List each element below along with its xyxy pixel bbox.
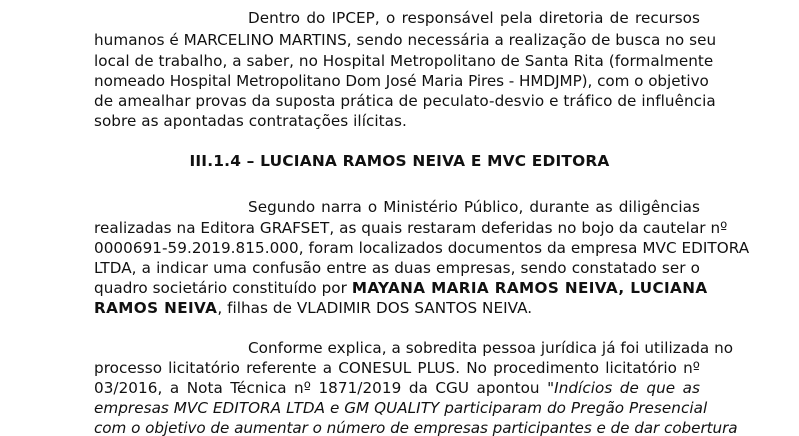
paragraph-1-line-6: sobre as apontadas contratações ilícitas. [94,112,407,130]
paragraph-3-line-3-quote: "Indícios de que as [547,379,700,397]
paragraph-2-line-6 [94,298,700,318]
paragraph-1-line-2: humanos é MARCELINO MARTINS, sendo necessária a realização de busca no seu [94,31,717,49]
paragraph-3-line-4: empresas MVC EDITORA LTDA e GM QUALITY participaram do Pregão Presencial [94,399,708,417]
paragraph-3-line-2: processo licitatório referente a CONESUL PLUS. No procedimento licitatório nº [94,359,700,377]
paragraph-2-line-5-text: quadro societário constituído por [94,279,352,297]
paragraph-3-line-3 [94,378,700,398]
paragraph-2-line-6-name: RAMOS NEIVA [94,299,218,317]
paragraph-1-line-3: local de trabalho, a saber, no Hospital Metropolitano de Santa Rita (formalmente [94,52,714,70]
paragraph-2-line-5 [94,278,708,298]
paragraph-3-line-5: com o objetivo de aumentar o número de empresas participantes e de dar cobertura [94,419,738,436]
paragraph-2-line-2: realizadas na Editora GRAFSET, as quais restaram deferidas no bojo da cautelar nº [94,219,728,237]
paragraph-3-line-1: Conforme explica, a sobredita pessoa jurídica já foi utilizada no [248,339,734,357]
paragraph-1-line-1: Dentro do IPCEP, o responsável pela diretoria de recursos [248,9,700,27]
paragraph-1-line-4: nomeado Hospital Metropolitano Dom José Maria Pires - HMDJMP), com o objetivo [94,72,709,90]
paragraph-2-line-1: Segundo narra o Ministério Público, durante as diligências [248,198,700,216]
paragraph-2-line-4: LTDA, a indicar uma confusão entre as duas empresas, sendo constatado ser o [94,259,700,277]
paragraph-3-line-3-text: 03/2016, a Nota Técnica nº 1871/2019 da CGU apontou [94,379,548,397]
paragraph-1-line-5: de amealhar provas da suposta prática de peculato-desvio e tráfico de influência [94,92,716,110]
paragraph-2-line-3: 0000691-59.2019.815.000, foram localizados documentos da empresa MVC EDITORA [94,239,750,257]
paragraph-2-line-6-text: , filhas de VLADIMIR DOS SANTOS NEIVA. [217,299,533,317]
section-heading: III.1.4 – LUCIANA RAMOS NEIVA E MVC EDITORA [189,152,610,170]
paragraph-2-line-5-names: MAYANA MARIA RAMOS NEIVA, LUCIANA [351,279,708,297]
